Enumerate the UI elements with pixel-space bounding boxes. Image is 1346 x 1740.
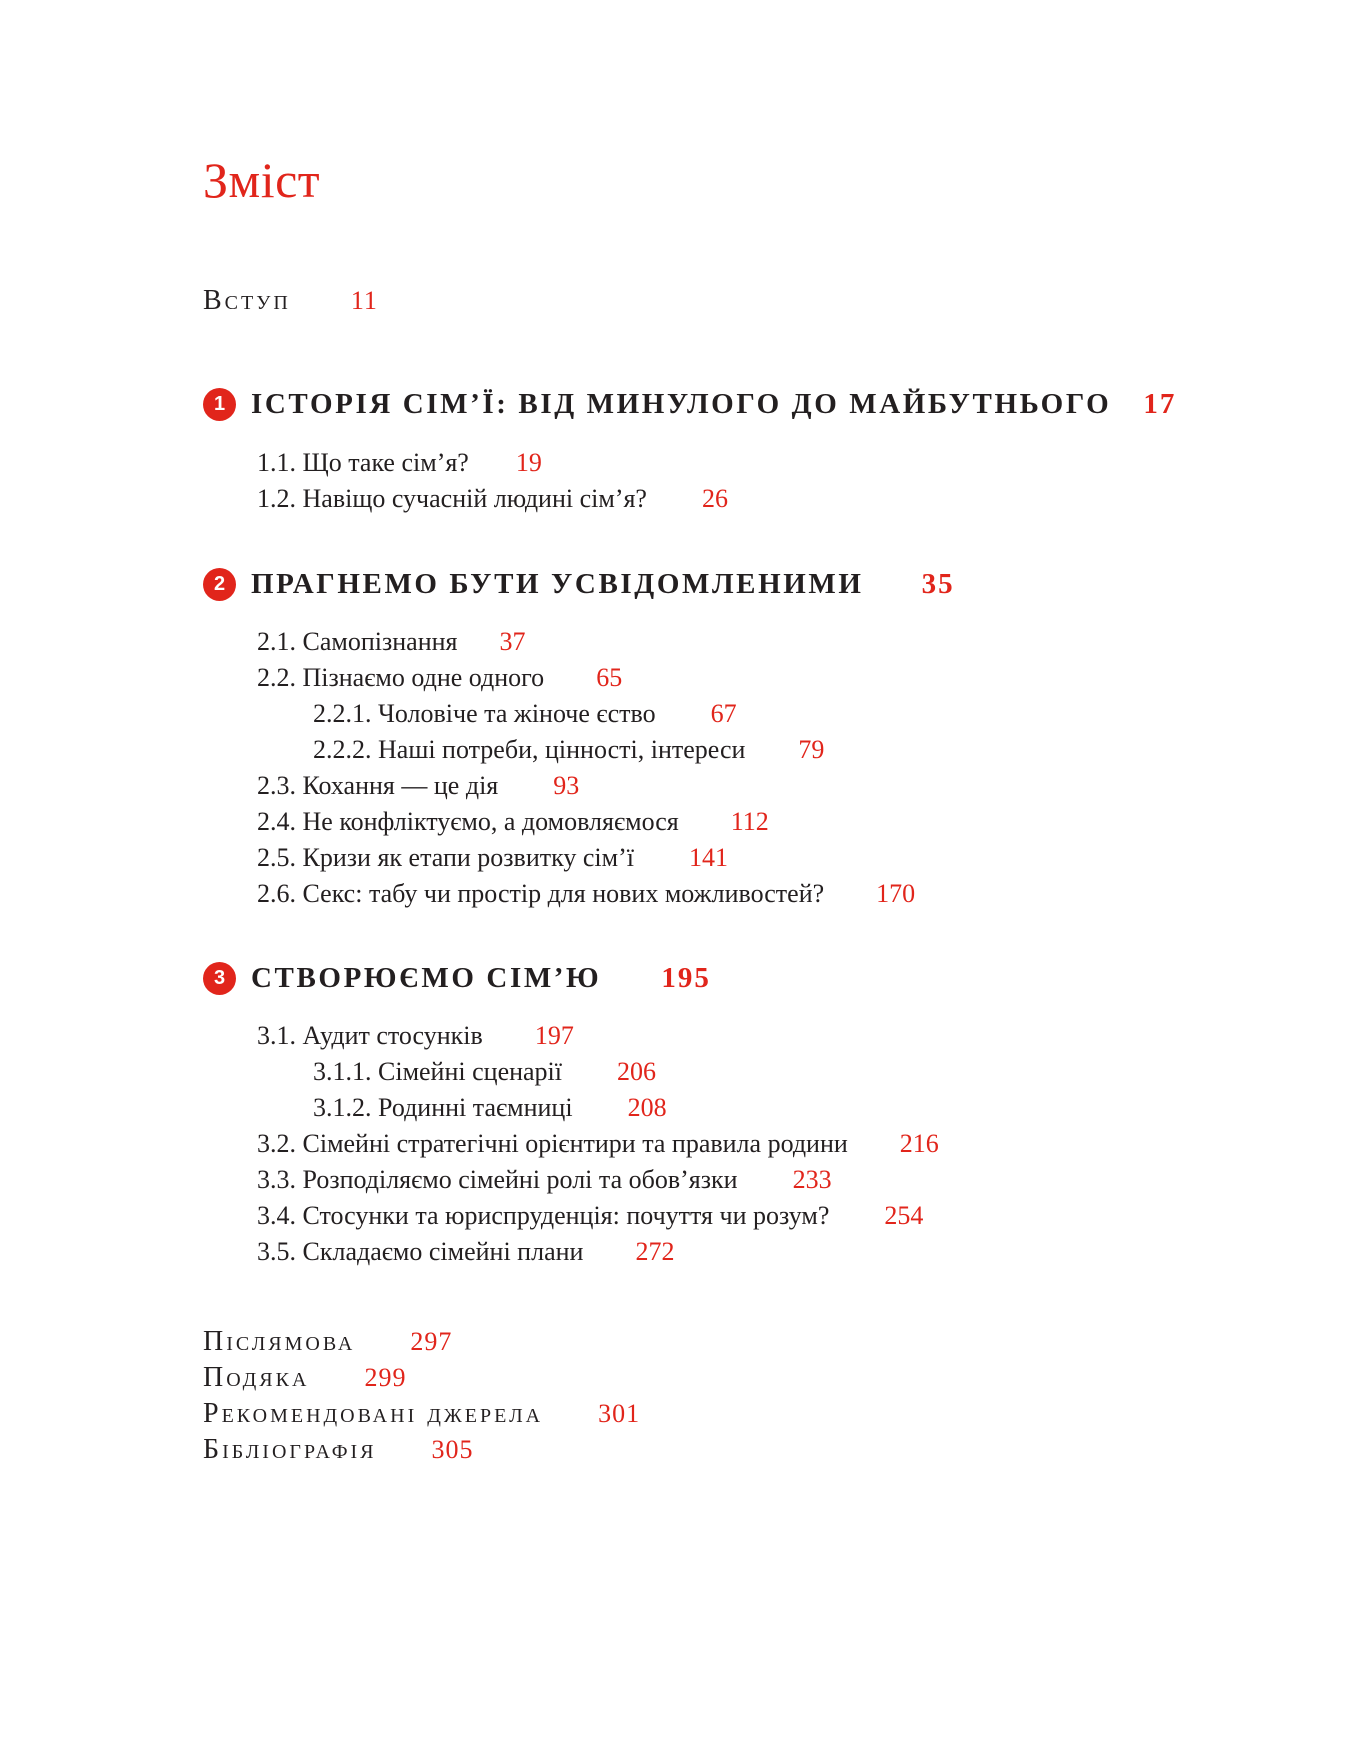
toc-page-number: 305 xyxy=(431,1435,474,1464)
toc-entry-label: 1.2. Навіщо сучасній людині сім’я? xyxy=(257,484,647,513)
part-2-heading[interactable] xyxy=(203,568,955,601)
toc-entry-label: 2.5. Кризи як етапи розвитку сім’ї xyxy=(257,843,634,872)
toc-entry-label: 2.4. Не конфліктуємо, а домовляємося xyxy=(257,807,679,836)
toc-page-number: 170 xyxy=(876,879,916,908)
toc-entry[interactable] xyxy=(257,627,525,657)
toc-entry-label: 3.2. Сімейні стратегічні орієнтири та правила родини xyxy=(257,1129,848,1158)
toc-page-number: 254 xyxy=(884,1201,924,1230)
toc-page-number: 206 xyxy=(617,1057,657,1086)
toc-entry-label: 3.1.2. Родинні таємниці xyxy=(313,1093,573,1122)
toc-page-number: 65 xyxy=(596,663,623,692)
toc-page-number: 35 xyxy=(921,568,955,600)
toc-page-number: 195 xyxy=(661,962,711,994)
toc-page-number: 197 xyxy=(534,1021,574,1050)
toc-page-number: 112 xyxy=(730,807,769,836)
toc-entry-label: Післямова xyxy=(203,1326,356,1357)
toc-entry-label: Вступ xyxy=(203,285,291,316)
part-title: ПРАГНЕМО БУТИ УСВІДОМЛЕНИМИ xyxy=(251,568,864,600)
toc-page-number: 11 xyxy=(350,286,378,315)
toc-entry[interactable] xyxy=(257,1201,923,1231)
toc-entry[interactable] xyxy=(257,1021,574,1051)
toc-entry[interactable] xyxy=(257,484,728,514)
page-title: Зміст xyxy=(203,152,321,208)
toc-entry-label: 2.1. Самопізнання xyxy=(257,627,458,656)
toc-entry-label: 3.4. Стосунки та юриспруденція: почуття чи розум? xyxy=(257,1201,830,1230)
toc-page-number: 17 xyxy=(1143,388,1177,420)
toc-page-number: 297 xyxy=(410,1327,453,1356)
toc-entry[interactable] xyxy=(257,1237,674,1267)
toc-back-matter-entry[interactable] xyxy=(203,1434,474,1466)
toc-page-number: 299 xyxy=(364,1363,407,1392)
toc-entry[interactable] xyxy=(313,699,737,729)
toc-page-number: 67 xyxy=(710,699,737,728)
toc-entry[interactable] xyxy=(313,1057,656,1087)
toc-entry[interactable] xyxy=(257,843,728,873)
toc-page-number: 93 xyxy=(553,771,580,800)
toc-entry-label: 2.2. Пізнаємо одне одного xyxy=(257,663,545,692)
part-title: СТВОРЮЄМО СІМ’Ю xyxy=(251,962,602,994)
toc-entry-label: Бібліографія xyxy=(203,1434,377,1465)
toc-page-number: 141 xyxy=(688,843,728,872)
toc-entry[interactable] xyxy=(313,735,824,765)
toc-entry-label: 2.3. Кохання — це дія xyxy=(257,771,499,800)
toc-page-number: 19 xyxy=(515,448,542,477)
toc-intro[interactable] xyxy=(203,285,378,317)
toc-back-matter-entry[interactable] xyxy=(203,1326,452,1358)
toc-back-matter-entry[interactable] xyxy=(203,1398,640,1430)
toc-entry[interactable] xyxy=(257,771,579,801)
toc-page-number: 272 xyxy=(635,1237,675,1266)
toc-entry-label: 1.1. Що таке сім’я? xyxy=(257,448,469,477)
part-number-badge: 3 xyxy=(203,962,236,995)
toc-entry-label: Рекомендовані джерела xyxy=(203,1398,544,1429)
toc-page-number: 216 xyxy=(899,1129,939,1158)
toc-entry[interactable] xyxy=(257,448,542,478)
toc-entry-label: 3.1.1. Сімейні сценарії xyxy=(313,1057,563,1086)
toc-back-matter-entry[interactable] xyxy=(203,1362,406,1394)
toc-page-number: 233 xyxy=(792,1165,832,1194)
toc-entry[interactable] xyxy=(313,1093,667,1123)
toc-entry-label: 3.1. Аудит стосунків xyxy=(257,1021,483,1050)
toc-entry-label: 2.6. Секс: табу чи простір для нових можливостей? xyxy=(257,879,825,908)
part-3-heading[interactable] xyxy=(203,962,711,995)
toc-page-number: 208 xyxy=(627,1093,667,1122)
toc-entry-label: Подяка xyxy=(203,1362,310,1393)
toc-entry-label: 2.2.2. Наші потреби, цінності, інтереси xyxy=(313,735,746,764)
toc-page-number: 26 xyxy=(701,484,728,513)
part-number-badge: 2 xyxy=(203,568,236,601)
part-1-heading[interactable] xyxy=(203,388,1176,421)
toc-entry-label: 2.2.1. Чоловіче та жіноче єство xyxy=(313,699,656,728)
toc-page-number: 301 xyxy=(598,1399,641,1428)
toc-entry-label: 3.3. Розподіляємо сімейні ролі та обов’язки xyxy=(257,1165,738,1194)
toc-entry[interactable] xyxy=(257,663,622,693)
part-number-badge: 1 xyxy=(203,388,236,421)
toc-page-number: 79 xyxy=(798,735,825,764)
toc-entry-label: 3.5. Складаємо сімейні плани xyxy=(257,1237,584,1266)
toc-entry[interactable] xyxy=(257,1165,832,1195)
toc-entry[interactable] xyxy=(257,879,915,909)
toc-entry[interactable] xyxy=(257,807,769,837)
toc-entry[interactable] xyxy=(257,1129,939,1159)
toc-page-number: 37 xyxy=(499,627,526,656)
part-title: ІСТОРІЯ СІМ’Ї: ВІД МИНУЛОГО ДО МАЙБУТНЬОГО xyxy=(251,388,1112,420)
